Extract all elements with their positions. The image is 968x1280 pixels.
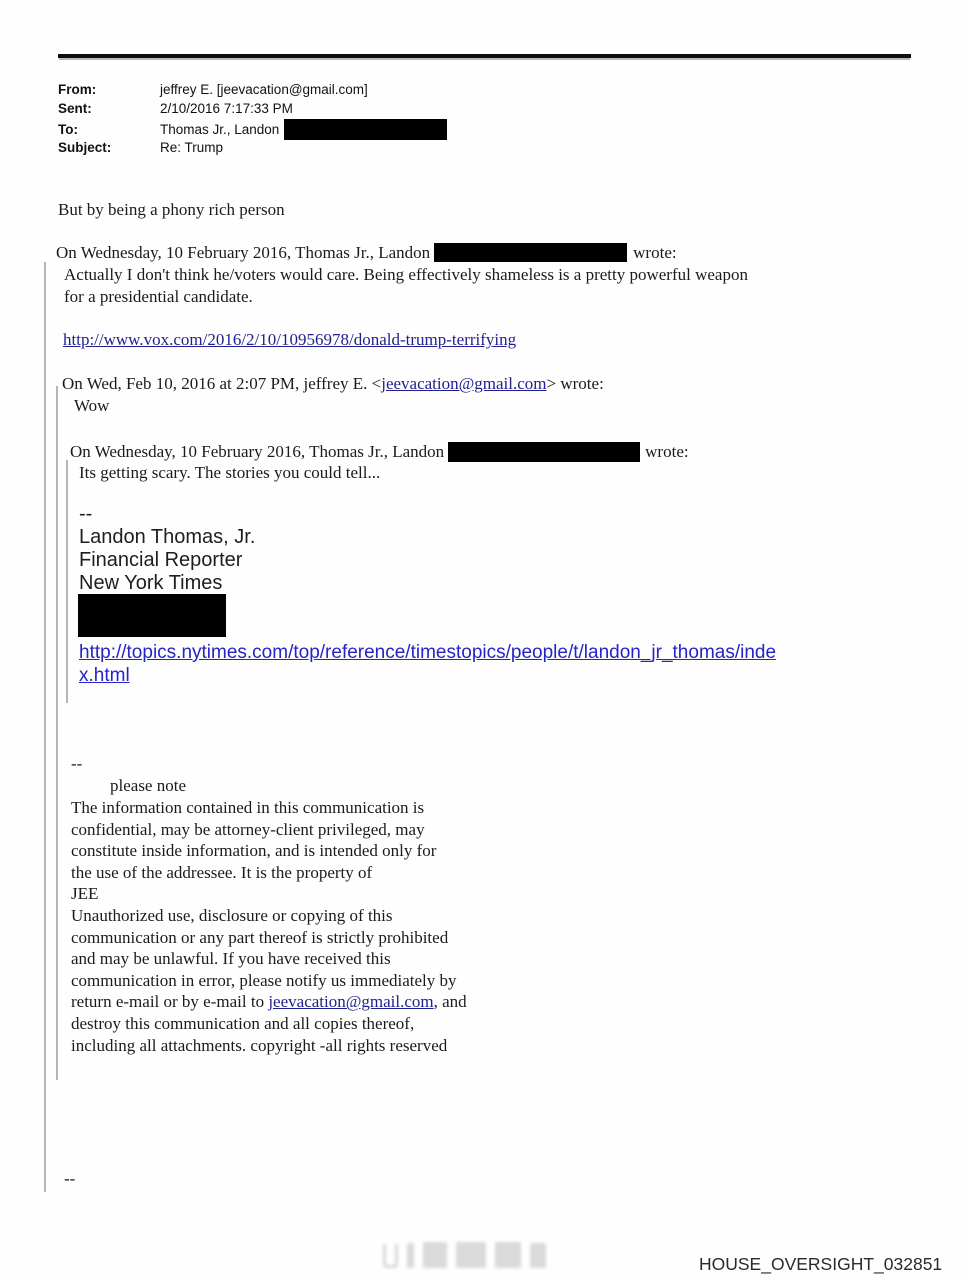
disclaimer-block — [71, 797, 467, 1056]
disclaimer-line: communication in error, please notify us immediately by — [71, 970, 457, 990]
header-row-to — [58, 119, 447, 140]
quote-level2-border — [56, 386, 58, 1080]
faded-stamp-mark — [407, 1243, 414, 1268]
header-row-sent — [58, 100, 293, 118]
vox-article-link-line — [63, 329, 516, 350]
faded-stamp-mark — [456, 1242, 486, 1268]
quote1-text-line2: for a presidential candidate. — [64, 287, 253, 306]
nyt-profile-link-line2[interactable]: x.html — [79, 665, 130, 686]
quote-level3-border — [66, 460, 68, 703]
quote1-wrote: wrote: — [633, 243, 677, 262]
nyt-profile-link-line1[interactable]: http://topics.nytimes.com/top/reference/timestopics/people/t/landon_jr_thomas/inde — [79, 642, 777, 663]
reply-attribution — [62, 373, 604, 394]
disclaimer-line: confidential, may be attorney-client privileged, may — [71, 819, 425, 839]
faded-stamp-smudge — [383, 1240, 546, 1268]
reply-wrote: > wrote: — [546, 374, 604, 393]
disclaimer-line: JEE — [71, 884, 99, 904]
subject-label: Subject: — [58, 140, 112, 155]
bates-number: HOUSE_OVERSIGHT_032851 — [699, 1254, 943, 1274]
quote1-attribution-text: On Wednesday, 10 February 2016, Thomas Jr., Landon — [56, 243, 431, 262]
disclaimer-link-prefix: return e-mail or by e-mail to — [71, 992, 269, 1012]
faded-stamp-mark — [495, 1242, 521, 1268]
quote1-text-line1: Actually I don't think he/voters would care. Being effectively shameless is a pretty powerful weapon — [64, 265, 748, 284]
sent-value: 2/10/2016 7:17:33 PM — [160, 101, 293, 116]
disclaimer-line: and may be unlawful. If you have received this — [71, 949, 391, 969]
signature-title: Financial Reporter — [79, 549, 243, 571]
reply-attribution-text: On Wed, Feb 10, 2016 at 2:07 PM, jeffrey E. < — [62, 374, 382, 393]
faded-stamp-mark — [423, 1242, 447, 1268]
disclaimer-dashes: -- — [71, 754, 83, 773]
faded-stamp-mark — [383, 1244, 398, 1268]
from-value: jeffrey E. [jeevacation@gmail.com] — [160, 82, 368, 97]
disclaimer-line-with-link — [71, 991, 467, 1013]
to-value: Thomas Jr., Landon — [160, 122, 280, 137]
disclaimer-note: please note — [110, 776, 186, 795]
disclaimer-line: destroy this communication and all copies thereof, — [71, 1013, 415, 1033]
disclaimer-line: the use of the addressee. It is the property of — [71, 862, 373, 882]
wow-line: Wow — [74, 396, 110, 415]
header-row-from — [58, 81, 368, 99]
disclaimer-line: The information contained in this communication is — [71, 798, 425, 817]
redaction-box-quote1-email — [434, 243, 627, 262]
jeevacation-email-link[interactable]: jeevacation@gmail.com — [381, 374, 547, 393]
sent-label: Sent: — [58, 101, 92, 116]
signature-org: New York Times — [79, 572, 223, 594]
scary-line: Its getting scary. The stories you could tell... — [79, 463, 381, 482]
header-divider-rule — [58, 54, 911, 58]
disclaimer-line: Unauthorized use, disclosure or copying of this — [71, 905, 393, 925]
closing-dashes: -- — [64, 1169, 76, 1188]
nyt-profile-link-line1-wrap — [79, 641, 776, 664]
quote-level1-border — [44, 262, 46, 1192]
disclaimer-link-suffix: , and — [433, 992, 467, 1012]
nyt-profile-link-line2-wrap — [79, 664, 130, 687]
disclaimer-email-link[interactable]: jeevacation@gmail.com — [268, 992, 434, 1012]
vox-article-link[interactable]: http://www.vox.com/2016/2/10/10956978/donald-trump-terrifying — [63, 330, 517, 349]
quote2-attribution-text: On Wednesday, 10 February 2016, Thomas Jr., Landon — [70, 442, 445, 461]
disclaimer-line: communication or any part thereof is strictly prohibited — [71, 927, 449, 947]
body-intro-line: But by being a phony rich person — [58, 200, 285, 219]
quote2-attribution — [70, 441, 689, 462]
header-row-subject — [58, 139, 223, 157]
from-label: From: — [58, 82, 97, 97]
subject-value: Re: Trump — [160, 140, 224, 155]
redaction-box-quote2-email — [448, 442, 640, 462]
quote1-attribution — [56, 242, 677, 263]
signature-dashes: -- — [79, 503, 93, 525]
disclaimer-line: constitute inside information, and is intended only for — [71, 841, 437, 861]
disclaimer-line: including all attachments. copyright -all rights reserved — [71, 1035, 448, 1055]
redaction-box-signature-phone — [78, 594, 226, 637]
quote2-wrote: wrote: — [645, 442, 689, 461]
signature-name: Landon Thomas, Jr. — [79, 526, 256, 548]
redaction-box-to-address — [284, 119, 447, 140]
to-label: To: — [58, 122, 78, 137]
faded-stamp-mark — [530, 1243, 546, 1268]
